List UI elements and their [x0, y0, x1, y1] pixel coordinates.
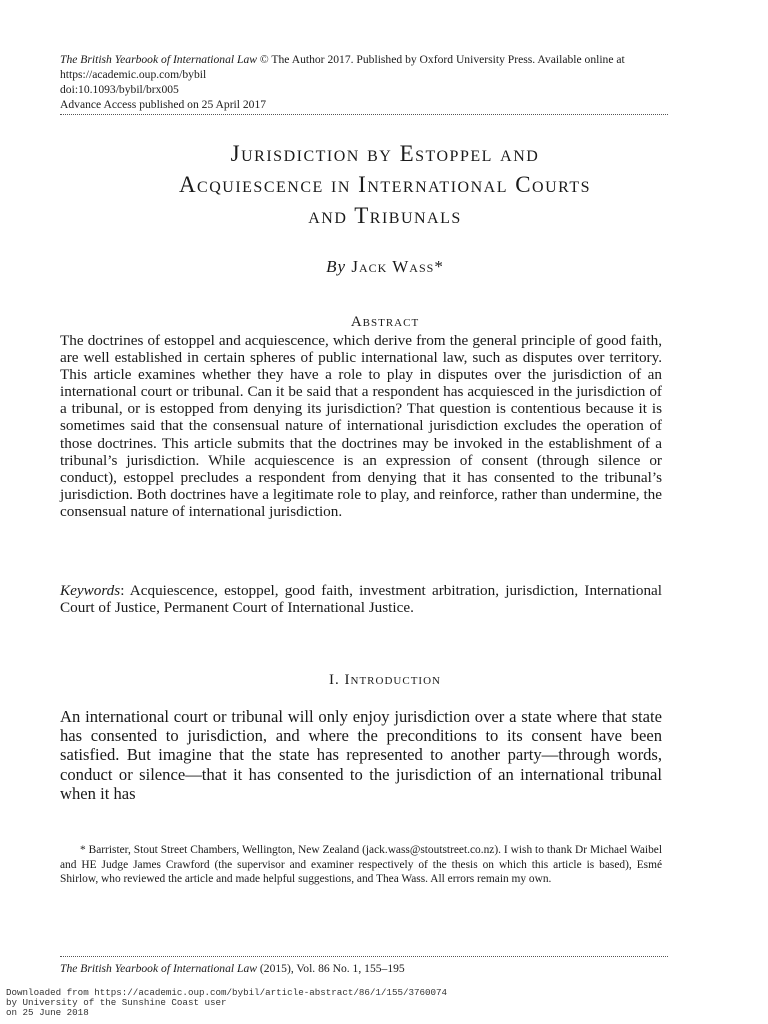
download-stamp-line-2: by University of the Sunshine Coast user — [6, 997, 227, 1009]
introduction-text: An international court or tribunal will only enjoy jurisdiction over a state where that state has consented to jurisdiction, and where the preconditions to its consent have been satisfied. But imagine that the state has represented to another party—through words, conduct or silence—that it has consented to the jurisdiction of an international tribunal when it has — [60, 707, 662, 803]
footer-divider — [60, 956, 668, 957]
header-journal-name: The British Yearbook of International Law — [60, 53, 258, 66]
section-heading-introduction: I. Introduction — [329, 672, 441, 688]
keywords-label: Keywords — [60, 582, 121, 599]
title-line-1: Jurisdiction by Estoppel and — [230, 141, 540, 166]
keywords-text: : Acquiescence, estoppel, good faith, investment arbitration, jurisdiction, International Court of Justice, Permanent Court of International Justice. — [60, 582, 662, 617]
download-stamp-line-1: Downloaded from https://academic.oup.com/bybil/article-abstract/86/1/155/3760074 — [6, 987, 448, 998]
title-line-2: Acquiescence in International Courts — [178, 172, 592, 197]
download-stamp-line-3: on 25 June 2018 — [6, 1007, 89, 1019]
keywords — [60, 582, 662, 616]
abstract-text: The doctrines of estoppel and acquiescence, which derive from the general principle of good faith, are well established in certain spheres of public international law, such as disputes over territory. This article examines whether they have a role to play in disputes over the jurisdiction of an international court or tribunal. Can it be said that a respondent has acquiesced in the jurisdiction of a tribunal, or is estopped from denying its jurisdiction? That question is contentious because it is sometimes said that the consensual nature of international jurisdiction excludes the operation of those doctrines. This article submits that the doctrines may be invoked in the establishment of a tribunal’s jurisdiction. While acquiescence is an expression of consent (through silence or conduct), estoppel precludes a respondent from denying that it has consented to the tribunal’s jurisdiction. Both doctrines have a legitimate role to play, and reinforce, rather than undermine, the consensual nature of international jurisdiction. — [60, 332, 662, 520]
header-copyright: © The Author 2017. Published by Oxford University Press. Available online at https://academic.oup.com/bybil — [60, 53, 625, 81]
author-by: By — [326, 257, 347, 276]
footer-journal-name: The British Yearbook of International Law — [60, 962, 258, 975]
author-name: Jack Wass* — [351, 257, 444, 276]
article-title — [40, 138, 730, 231]
header-divider — [60, 114, 668, 115]
author-footnote: * Barrister, Stout Street Chambers, Wellington, New Zealand (jack.wass@stoutstreet.co.nz). I wish to thank Dr Michael Waibel and HE Judge James Crawford (the supervisor and examiner respectively of the thesis on which this article is based), Esmé Shirlow, who reviewed the article and made helpful suggestions, and Thea Wass. All errors remain my own. — [60, 844, 662, 886]
author-line — [40, 257, 730, 277]
header-advance-access: Advance Access published on 25 April 2017 — [60, 98, 267, 111]
journal-header — [60, 52, 670, 112]
footer-citation: (2015), Vol. 86 No. 1, 155–195 — [257, 962, 405, 975]
journal-footer — [60, 962, 670, 975]
header-doi: doi:10.1093/bybil/brx005 — [60, 83, 179, 96]
download-stamp — [6, 988, 566, 1019]
abstract-heading: Abstract — [350, 314, 420, 330]
title-line-3: and Tribunals — [308, 203, 462, 228]
